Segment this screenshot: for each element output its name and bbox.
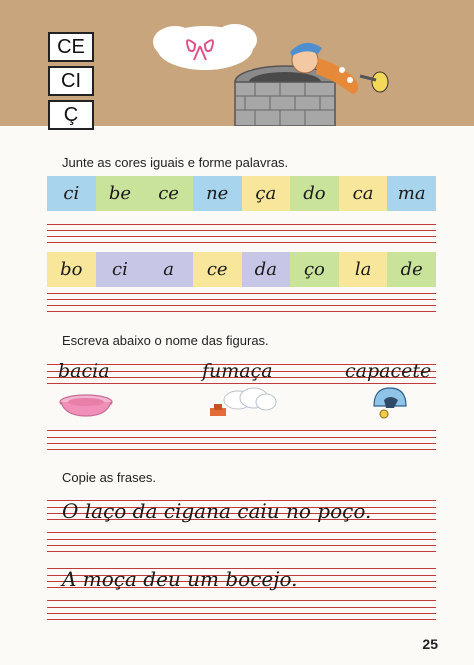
syllable-cell: la: [339, 252, 388, 287]
syllable-cell: ma: [387, 176, 436, 211]
syllable-cell: ca: [339, 176, 388, 211]
syllable-cell: do: [290, 176, 339, 211]
syllable-box-ci: CI: [48, 66, 94, 96]
smoke-picture: [208, 386, 278, 420]
syllable-cell: ce: [144, 176, 193, 211]
helmet-picture: [370, 384, 410, 424]
syllable-cell: ci: [96, 252, 145, 287]
syllable-cell: bo: [47, 252, 96, 287]
syllable-cell: ne: [193, 176, 242, 211]
syllable-strip-1: [47, 176, 436, 211]
instruction-copy-sentences: Copie as frases.: [62, 470, 156, 485]
word-fumaca: fumaça: [202, 360, 273, 382]
copy-lines-1[interactable]: [47, 532, 436, 533]
syllable-cell: ce: [193, 252, 242, 287]
syllable-box-cedilla: Ç: [48, 100, 94, 130]
syllable-cell: be: [96, 176, 145, 211]
writing-lines-2[interactable]: [47, 293, 436, 294]
syllable-cell: ça: [242, 176, 291, 211]
page-number: 25: [422, 636, 438, 652]
syllable-cell: ci: [47, 176, 96, 211]
sentence-2: A moça deu um bocejo.: [62, 567, 298, 591]
writing-lines-1[interactable]: [47, 224, 436, 225]
basin-picture: [58, 392, 114, 418]
syllable-box-ce: CE: [48, 32, 94, 62]
copy-lines-2[interactable]: [47, 600, 436, 601]
word-bacia: bacia: [58, 360, 110, 382]
word-capacete: capacete: [345, 360, 432, 382]
syllable-cell: de: [387, 252, 436, 287]
instruction-join-colors: Junte as cores iguais e forme palavras.: [62, 155, 289, 170]
writing-lines-figures[interactable]: [47, 430, 436, 431]
instruction-name-figures: Escreva abaixo o nome das figuras.: [62, 333, 269, 348]
syllable-cell: da: [242, 252, 291, 287]
syllable-cell: ço: [290, 252, 339, 287]
syllable-strip-2: [47, 252, 436, 287]
syllable-cell: a: [144, 252, 193, 287]
sentence-1: O laço da cigana caiu no poço.: [62, 499, 372, 523]
